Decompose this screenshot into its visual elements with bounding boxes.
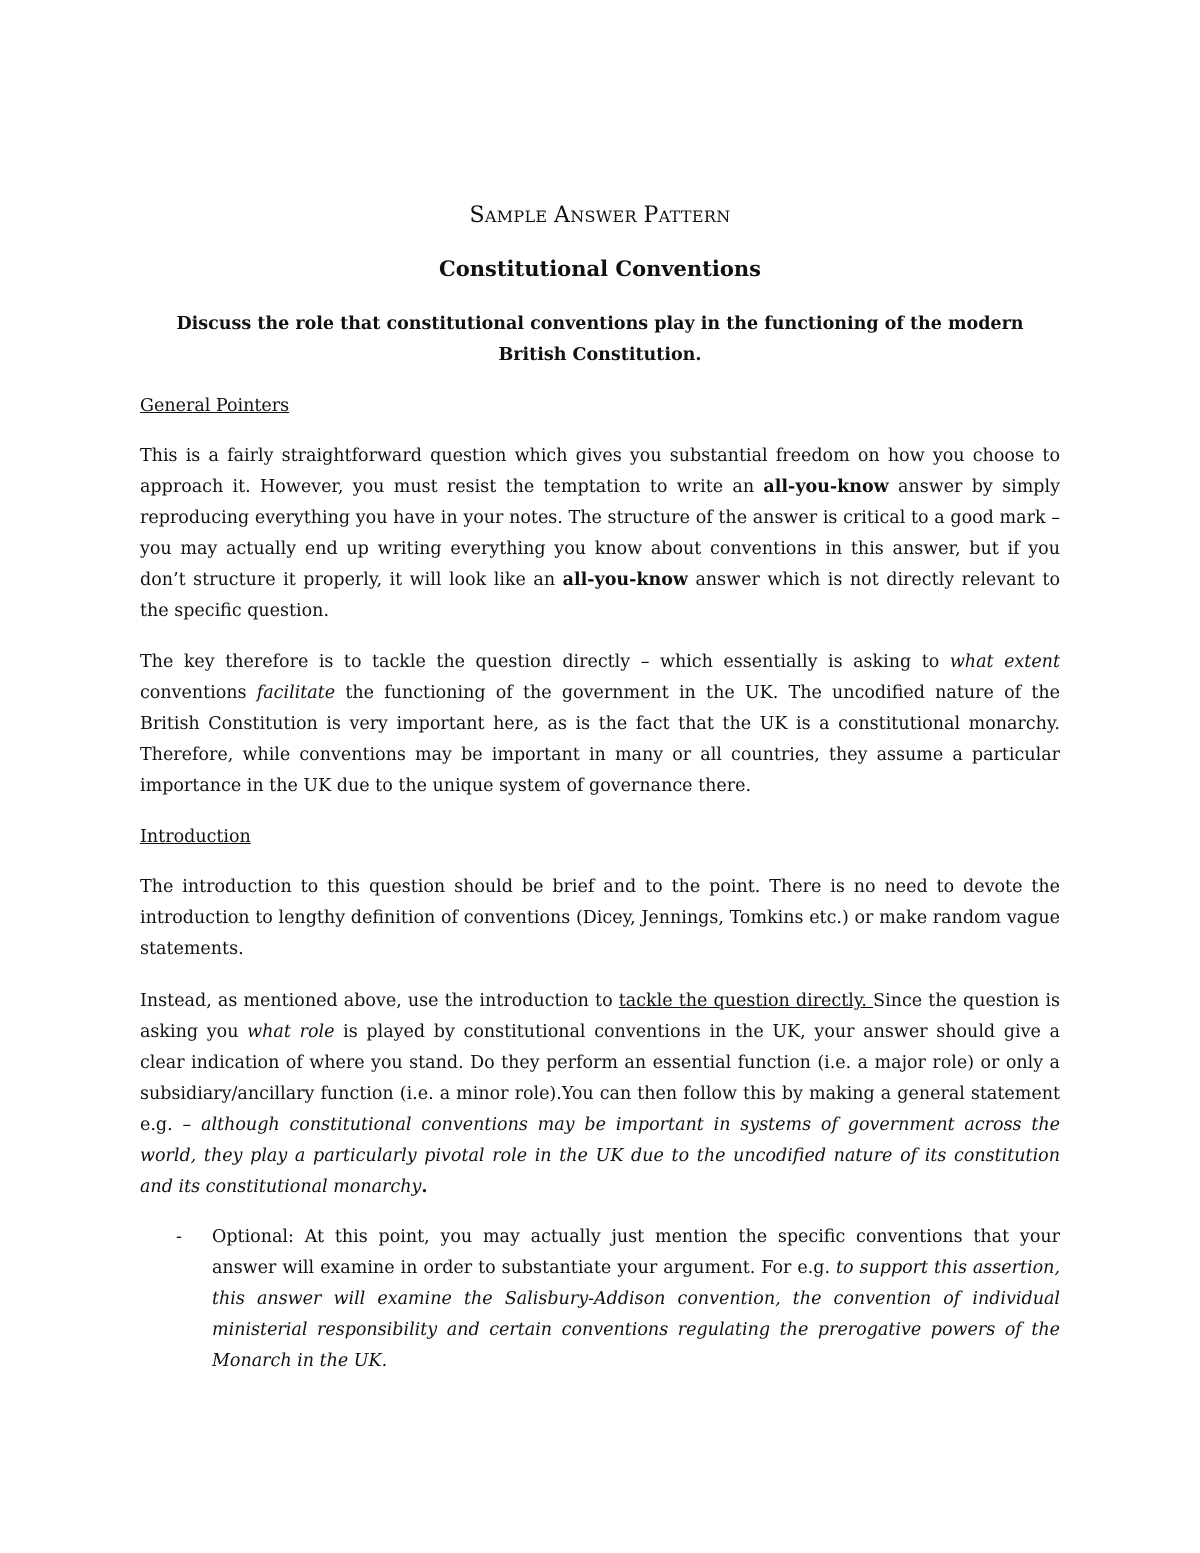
general-pointers-paragraph-2: The key therefore is to tackle the question directly – which essentially is asking to what extent conventions facilitate the functioning of the government in the UK. The uncodified nature of the British Constitution is very important here, as is the fact that the UK is a constitutional monarchy. Therefore, while conventions may be important in many or all countries, they assume a particular importance in the UK due to the unique system of governance there. [140, 652, 1060, 796]
bullet-dash: - [176, 1227, 182, 1247]
title-initial-p: P [643, 203, 659, 228]
title-small-caps-1: AMPLE [484, 207, 548, 226]
italic-term: what extent [949, 652, 1060, 672]
bold-term: all-you-know [763, 477, 889, 497]
introduction-paragraph-1: The introduction to this question should be brief and to the point. There is no need to devote the introduction to lengthy definition of conventions (Dicey, Jennings, Tomkins etc.) or make random vague statements. [140, 877, 1060, 959]
title-initial-s: S [469, 203, 485, 228]
essay-question [140, 309, 1060, 371]
title-small-caps-2: NSWER [570, 207, 637, 226]
introduction-paragraph-2: Instead, as mentioned above, use the introduction to tackle the question directly. Since the question is asking you what role is played by constitutional conventions in the UK, your answer should give a clear indication of where you stand. Do they perform an essential function (i.e. a major role) or only a subsidiary/ancillary function (i.e. a minor role).You can then follow this by making a general statement e.g. – although constitutional conventions may be important in systems of government across the world, they play a particularly pivotal role in the UK due to the uncodified nature of its constitution and its constitutional monarchy. [140, 991, 1061, 1197]
italic-statement: although constitutional conventions may be important in systems of government across the world, they play a particularly pivotal role in the UK due to the uncodified nature of its constitution and its constitutional monarchy [140, 1115, 1060, 1197]
general-pointers-heading [140, 391, 1060, 422]
bullet-text: Optional: At this point, you may actually just mention the specific conventions that your answer will examine in order to substantiate your argument. For e.g. to support this assertion, this answer will examine the Salisbury-Addison convention, the convention of individual ministerial responsibility and certain conventions regulating the prerogative powers of the Monarch in the UK. [212, 1227, 1060, 1371]
section-heading: Introduction [140, 827, 251, 847]
title-initial-a: A [554, 203, 571, 228]
title-small-caps-3: ATTERN [658, 207, 731, 226]
document-subtitle: Constitutional Conventions [439, 256, 761, 281]
introduction-heading [140, 822, 1060, 853]
question-line-2: British Constitution. [498, 345, 702, 365]
italic-statement: to support this assertion, this answer will examine the Salisbury-Addison convention, the convention of individual ministerial responsibility and certain conventions regulating the prerogative powers of the Monarch in the UK. [212, 1258, 1060, 1371]
italic-term: what role [247, 1022, 335, 1042]
italic-term: facilitate [256, 683, 336, 703]
question-line-1: Discuss the role that constitutional conventions play in the functioning of the modern [176, 314, 1024, 334]
bold-term: all-you-know [562, 570, 688, 590]
document-title [140, 200, 1060, 232]
general-pointers-paragraph-1: This is a fairly straightforward question which gives you substantial freedom on how you choose to approach it. However, you must resist the temptation to write an all-you-know answer by simply reproducing everything you have in your notes. The structure of the answer is critical to a good mark – you may actually end up writing everything you know about conventions in this answer, but if you don’t structure it properly, it will look like an all-you-know answer which is not directly relevant to the specific question. [140, 446, 1060, 621]
underlined-phrase: tackle the question directly. [618, 991, 874, 1011]
section-heading: General Pointers [140, 396, 290, 416]
optional-bullet [140, 1222, 1060, 1377]
